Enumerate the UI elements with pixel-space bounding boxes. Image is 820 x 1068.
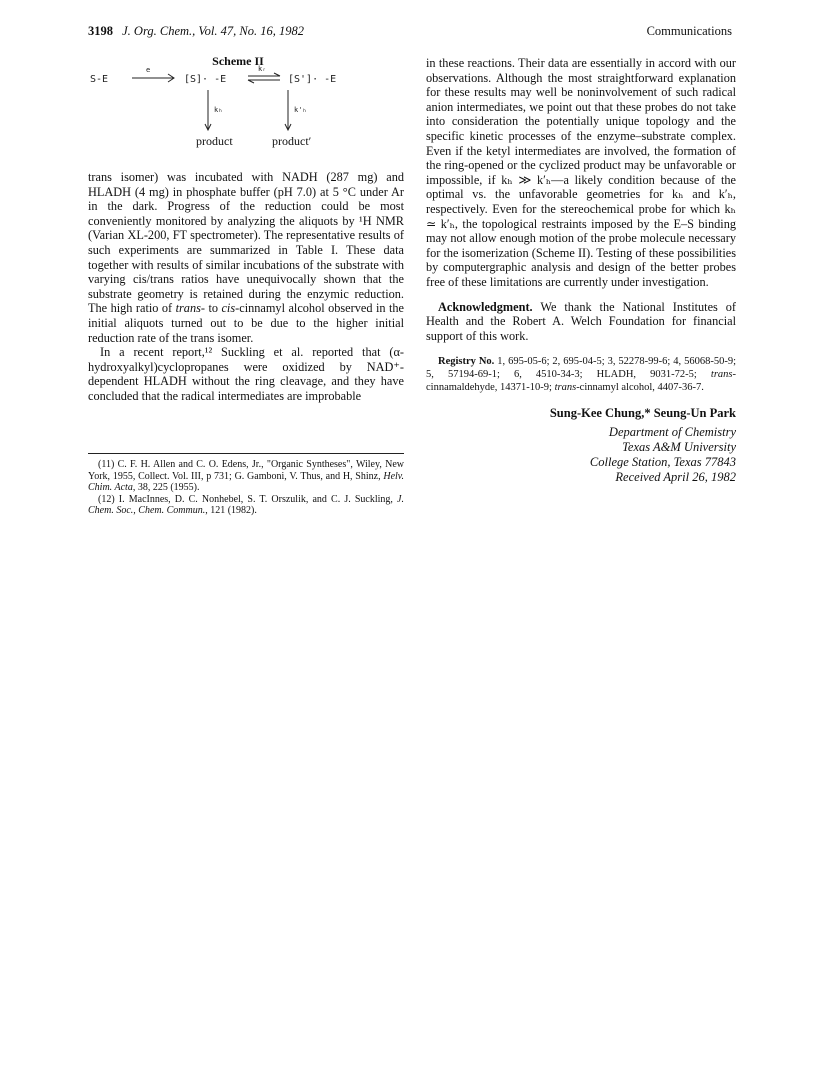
body-paragraph-2: In a recent report,¹² Suckling et al. reported that (α-hydroxyalkyl)cyclopropanes were oxidized by NAD⁺-dependent HLADH without the ring cleavage, and they have concluded that the radical intermediates are improbable — [88, 345, 404, 403]
ack-heading: Acknowledgment. — [438, 299, 533, 314]
footnote-11 — [88, 459, 404, 494]
reg-text-c: -cinnamyl alcohol, 4407-36-7. — [576, 382, 704, 394]
product-label: product — [196, 134, 233, 148]
fn12-journal: J. Chem. Soc., Chem. Commun. — [88, 493, 404, 517]
species-radical-prime: [S']· -E — [288, 74, 337, 85]
fn11-journal: Helv. Chim. Acta — [88, 470, 404, 494]
down1-label: kₕ — [214, 106, 223, 114]
p1-text-b: to — [204, 301, 222, 316]
registry-label: Registry No. — [438, 356, 495, 368]
scheme-title: Scheme II — [212, 54, 264, 68]
body-paragraph-3: in these reactions. Their data are essentially in accord with our observations. Although the most straightforward explanation for these results may well be noninvolvement of such radical anion intermediates, we point out that these probes do not take into consideration the potentially unique topology and the specific kinetic processes of the enzyme–substrate complex. Even if the ketyl intermediates are involved, the formation of the ring-opened or the cyclized product may be unfavorable or impossible, if kₕ ≫ k′ₕ—a likely condition because of the optimal vs. the unfavorable geometries for kₕ and k′ₕ, respectively. Even for the stereochemical probe for which kₕ ≃ k′ₕ, the topological restraints imposed by the E–S binding may not allow enough motion of the probe molecule necessary for the isomerization (Scheme II). Testing of these possibilities by computergraphic analysis and design of the better probes free of these limitations are currently under investigation. — [426, 56, 736, 289]
received-date: Received April 26, 1982 — [615, 470, 736, 484]
scheme-ii — [88, 48, 418, 158]
author-affiliation — [426, 425, 736, 485]
fn11-text-b: , 38, 225 (1955). — [132, 482, 200, 494]
reg-trans-2: trans — [554, 382, 577, 394]
journal-citation: J. Org. Chem., Vol. 47, No. 16, 1982 — [122, 24, 304, 38]
section-name: Communications — [646, 24, 732, 38]
page-number: 3198 — [88, 24, 113, 38]
affiliation-university: Texas A&M University — [622, 440, 736, 454]
left-column — [88, 170, 404, 404]
arrow1-label: e — [146, 66, 151, 74]
p1-text-a: trans isomer) was incubated with NADH (287 mg) and HLADH (4 mg) in phosphate buffer (pH 7.0) at 5 °C under Ar in the dark. Progress of the reduction could be most conveniently monitored by analyzing the aliquots by ¹H NMR (Varian XL-200, FT spectrometer). The representative results of such experiments are summarized in Table I. These data together with results of similar incubations of the substrate with varying cis/trans ratios have unequivocally shown that the substrate geometry is retained during the enzymic reduction. The high ratio of — [88, 170, 404, 316]
body-paragraph-1 — [88, 170, 404, 345]
ack-text: We thank the National Institutes of Health and the Robert A. Welch Foundation for financial support of this work. — [426, 299, 736, 343]
arrow2-label: kᵣ — [258, 65, 267, 73]
footnote-12 — [88, 494, 404, 517]
affiliation-department: Department of Chemistry — [608, 425, 736, 439]
product-prime-label: product′ — [272, 134, 312, 148]
author-names: Sung-Kee Chung,* Seung-Un Park — [549, 406, 736, 420]
affiliation-city: College Station, Texas 77843 — [589, 455, 736, 469]
footnotes — [88, 459, 404, 517]
fn12-text-a: (12) I. MacInnes, D. C. Nonhebel, S. T. Orszulik, and C. J. Suckling, — [98, 493, 398, 505]
p1-trans: trans- — [175, 301, 205, 316]
acknowledgment — [426, 300, 736, 344]
running-header-left — [88, 24, 304, 39]
p1-text-c: cinnamyl alcohol observed in the initial aliquots turned out to be due to the higher initial reduction rate of the trans isomer. — [88, 301, 404, 345]
right-column — [426, 56, 736, 394]
scheme-diagram — [88, 48, 418, 158]
fn11-text-a: (11) C. F. H. Allen and C. O. Edens, Jr., "Organic Syntheses", Wiley, New York, 1955, Collect. Vol. III, p 731; G. Gamboni, V. Thus, and H, Shinz, — [88, 459, 404, 482]
species-radical: [S]· -E — [184, 74, 227, 85]
down2-label: k'ₕ — [294, 106, 307, 114]
registry-numbers — [426, 355, 736, 394]
fn12-text-b: , 121 (1982). — [205, 505, 257, 517]
footnote-divider — [88, 453, 404, 454]
reg-text-a: 1, 695-05-6; 2, 695-04-5; 3, 52278-99-6; 4, 56068-50-9; 5, 57194-69-1; 6, 4510-34-3; HLADH, 9031-72-5; — [426, 356, 736, 381]
reg-text-b: -cinnamaldehyde, 14371-10-9; — [426, 369, 736, 394]
p1-cis: cis- — [221, 301, 240, 316]
reg-trans-1: trans — [710, 369, 733, 381]
species-s-e: S-E — [90, 74, 109, 85]
